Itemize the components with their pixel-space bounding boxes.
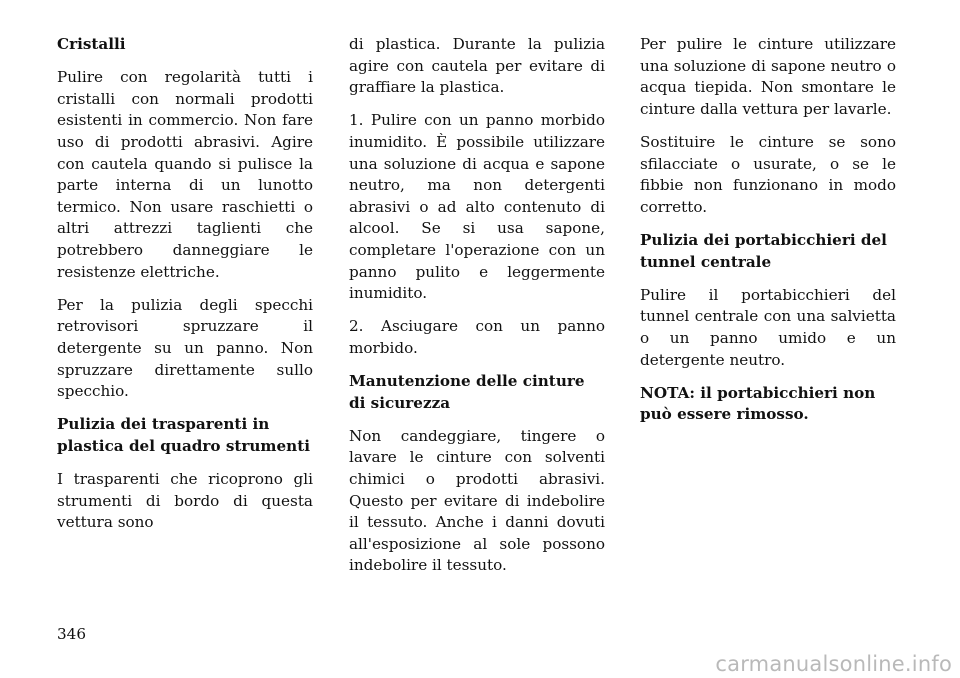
paragraph-pulire-cinture: Per pulire le cinture utilizzare una soluzione di sapone neutro o acqua tiepida. Non smontare le cinture dalla vettura per lavarle. — [640, 35, 896, 118]
heading-trasparenti: Pulizia dei trasparenti in plastica del quadro strumenti — [57, 415, 310, 455]
note-portabicchieri: NOTA: il portabicchieri non può essere rimosso. — [640, 383, 876, 424]
watermark: carmanualsonline.info — [715, 652, 952, 676]
column-middle — [349, 34, 605, 589]
paragraph-cristalli: Pulire con regolarità tutti i cristalli con normali prodotti esistenti in commercio. Non fare uso di prodotti abrasivi. Agire con cautela quando si pulisce la parte interna di un lunotto termico. Non usare raschietti o altri attrezzi taglienti che potrebbero danneggiare le resistenze elettriche. — [57, 68, 313, 281]
heading-cristalli: Cristalli — [57, 35, 126, 53]
heading-portabicchieri: Pulizia dei portabicchieri del tunnel centrale — [640, 230, 887, 271]
paragraph-specchi: Per la pulizia degli specchi retrovisori spruzzare il detergente su un panno. Non spruzzare direttamente sullo specchio. — [57, 295, 313, 401]
heading-cinture: Manutenzione delle cinture di sicurezza — [349, 372, 585, 412]
page-number: 346 — [57, 625, 86, 643]
paragraph-portabicchieri: Pulire il portabicchieri del tunnel centrale con una salvietta o un panno umido e un detergente neutro. — [640, 285, 896, 369]
column-left — [57, 34, 313, 534]
paragraph-trasparenti-start: I trasparenti che ricoprono gli strumenti di bordo di questa vettura sono — [57, 470, 313, 532]
step-2: 2. Asciugare con un panno morbido. — [349, 317, 605, 357]
paragraph-trasparenti-end: di plastica. Durante la pulizia agire con cautela per evitare di graffiare la plastica. — [349, 35, 605, 97]
column-right — [640, 34, 896, 437]
paragraph-cinture: Non candeggiare, tingere o lavare le cinture con solventi chimici o prodotti abrasivi. Questo per evitare di indebolire il tessuto. Anche i danni dovuti all'esposizione al sole possono indebolire il tessuto. — [349, 426, 605, 575]
step-1: 1. Pulire con un panno morbido inumidito. È possibile utilizzare una soluzione di acqua e sapone neutro, ma non detergenti abrasivi o ad alto contenuto di alcool. Se si usa sapone, completare l'operazione con un panno pulito e leggermente inumidito. — [349, 111, 605, 303]
paragraph-sostituire: Sostituire le cinture se sono sfilacciate o usurate, o se le fibbie non funzionano in modo corretto. — [640, 132, 896, 216]
